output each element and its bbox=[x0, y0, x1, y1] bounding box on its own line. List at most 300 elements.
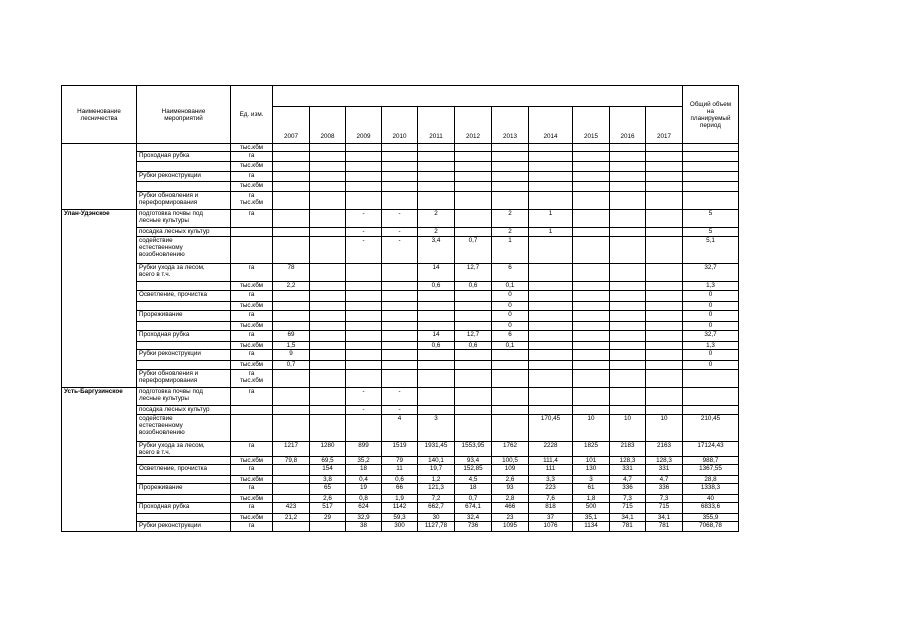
total-value-cell: 0 bbox=[683, 302, 739, 311]
year-value-cell bbox=[346, 144, 382, 152]
unit-cell bbox=[231, 406, 273, 415]
year-value-cell bbox=[455, 291, 492, 302]
activity-cell: посадка лесных культур bbox=[137, 228, 231, 237]
unit-cell: тыс.кбм bbox=[231, 162, 273, 172]
table-row bbox=[62, 522, 739, 532]
year-value-cell bbox=[529, 350, 573, 361]
total-value-cell: 1338,3 bbox=[683, 484, 739, 495]
unit-cell: га bbox=[231, 291, 273, 302]
year-value-cell bbox=[310, 172, 346, 182]
year-value-cell bbox=[455, 350, 492, 361]
unit-cell: га bbox=[231, 210, 273, 228]
header-unit: Ед. изм. bbox=[231, 86, 273, 144]
year-value-cell bbox=[382, 311, 418, 322]
year-value-cell bbox=[273, 370, 310, 388]
year-value-cell bbox=[646, 144, 683, 152]
year-value-cell: 78 bbox=[273, 264, 310, 282]
year-value-cell: 0,4 bbox=[346, 476, 382, 484]
year-value-cell bbox=[273, 465, 310, 476]
year-value-cell: 152,85 bbox=[455, 465, 492, 476]
total-value-cell bbox=[683, 152, 739, 162]
year-value-cell bbox=[310, 370, 346, 388]
activity-cell: Рубки обновления и переформирования bbox=[137, 370, 231, 388]
year-value-cell: 1931,45 bbox=[418, 442, 455, 457]
activity-cell bbox=[137, 457, 231, 465]
year-value-cell bbox=[610, 162, 646, 172]
year-value-cell: 4 bbox=[382, 415, 418, 442]
year-value-cell: 0,6 bbox=[455, 282, 492, 291]
year-value-cell bbox=[646, 182, 683, 192]
header-year: 2013 bbox=[492, 107, 529, 144]
year-value-cell bbox=[646, 388, 683, 406]
year-value-cell bbox=[346, 415, 382, 442]
year-value-cell bbox=[418, 311, 455, 322]
year-value-cell: 2,6 bbox=[492, 476, 529, 484]
year-value-cell bbox=[573, 152, 610, 162]
header-year: 2015 bbox=[573, 107, 610, 144]
year-value-cell: 38 bbox=[346, 522, 382, 532]
year-value-cell: 1127,78 bbox=[418, 522, 455, 532]
year-value-cell bbox=[455, 192, 492, 210]
year-value-cell bbox=[610, 192, 646, 210]
activity-cell: подготовка почвы под лесные культуры bbox=[137, 388, 231, 406]
year-value-cell bbox=[610, 172, 646, 182]
year-value-cell bbox=[310, 182, 346, 192]
year-value-cell: 154 bbox=[310, 465, 346, 476]
year-value-cell bbox=[610, 228, 646, 237]
year-value-cell: 111 bbox=[529, 465, 573, 476]
year-value-cell: 0,1 bbox=[492, 282, 529, 291]
year-value-cell bbox=[273, 172, 310, 182]
unit-cell bbox=[231, 228, 273, 237]
year-value-cell bbox=[529, 388, 573, 406]
table-row bbox=[62, 370, 739, 388]
year-value-cell bbox=[646, 237, 683, 264]
year-value-cell bbox=[646, 210, 683, 228]
year-value-cell bbox=[455, 228, 492, 237]
unit-cell bbox=[231, 237, 273, 264]
year-value-cell bbox=[610, 291, 646, 302]
year-value-cell: 1217 bbox=[273, 442, 310, 457]
year-value-cell: 69,5 bbox=[310, 457, 346, 465]
activity-cell: содействие естественному возобновлению bbox=[137, 237, 231, 264]
year-value-cell bbox=[492, 406, 529, 415]
year-value-cell bbox=[529, 291, 573, 302]
year-value-cell bbox=[610, 264, 646, 282]
year-value-cell: 32,4 bbox=[455, 514, 492, 522]
year-value-cell bbox=[273, 311, 310, 322]
year-value-cell bbox=[573, 228, 610, 237]
year-value-cell: 674,1 bbox=[455, 503, 492, 514]
year-value-cell bbox=[346, 182, 382, 192]
year-value-cell bbox=[492, 388, 529, 406]
year-value-cell bbox=[610, 152, 646, 162]
activity-cell bbox=[137, 322, 231, 331]
total-value-cell bbox=[683, 370, 739, 388]
year-value-cell bbox=[492, 415, 529, 442]
year-value-cell: - bbox=[346, 210, 382, 228]
year-value-cell: 0,6 bbox=[382, 476, 418, 484]
year-value-cell: 7,3 bbox=[610, 495, 646, 503]
year-value-cell bbox=[492, 370, 529, 388]
year-value-cell bbox=[529, 192, 573, 210]
year-value-cell bbox=[455, 370, 492, 388]
year-value-cell: 34,1 bbox=[646, 514, 683, 522]
year-value-cell bbox=[418, 182, 455, 192]
year-value-cell bbox=[273, 302, 310, 311]
unit-cell bbox=[231, 415, 273, 442]
year-value-cell bbox=[492, 144, 529, 152]
year-value-cell: 818 bbox=[529, 503, 573, 514]
year-value-cell bbox=[346, 331, 382, 342]
year-value-cell bbox=[529, 237, 573, 264]
year-value-cell: 10 bbox=[573, 415, 610, 442]
year-value-cell bbox=[529, 152, 573, 162]
year-value-cell bbox=[382, 162, 418, 172]
year-value-cell: 35,2 bbox=[346, 457, 382, 465]
year-value-cell: 1762 bbox=[492, 442, 529, 457]
year-value-cell: 1519 bbox=[382, 442, 418, 457]
table-row bbox=[62, 264, 739, 282]
year-value-cell bbox=[310, 162, 346, 172]
year-value-cell bbox=[310, 264, 346, 282]
total-value-cell: 1,3 bbox=[683, 282, 739, 291]
year-value-cell bbox=[418, 370, 455, 388]
total-value-cell bbox=[683, 406, 739, 415]
year-value-cell: - bbox=[346, 237, 382, 264]
year-value-cell bbox=[455, 182, 492, 192]
table-row bbox=[62, 228, 739, 237]
table-row bbox=[62, 144, 739, 152]
table-row bbox=[62, 514, 739, 522]
year-value-cell: 19,7 bbox=[418, 465, 455, 476]
unit-cell: тыс.кбм bbox=[231, 282, 273, 291]
year-value-cell bbox=[610, 311, 646, 322]
year-value-cell: 1134 bbox=[573, 522, 610, 532]
year-value-cell bbox=[455, 406, 492, 415]
year-value-cell bbox=[573, 162, 610, 172]
year-value-cell bbox=[346, 361, 382, 370]
year-value-cell: 12,7 bbox=[455, 331, 492, 342]
year-value-cell bbox=[529, 311, 573, 322]
header-year: 2010 bbox=[382, 107, 418, 144]
year-value-cell bbox=[310, 388, 346, 406]
year-value-cell: 1280 bbox=[310, 442, 346, 457]
year-value-cell: 140,1 bbox=[418, 457, 455, 465]
activity-cell: Прореживание bbox=[137, 484, 231, 495]
year-value-cell bbox=[310, 210, 346, 228]
total-value-cell bbox=[683, 388, 739, 406]
unit-cell: тыс.кбм bbox=[231, 361, 273, 370]
year-value-cell bbox=[529, 182, 573, 192]
year-value-cell bbox=[310, 311, 346, 322]
year-value-cell bbox=[529, 370, 573, 388]
header-year: 2009 bbox=[346, 107, 382, 144]
total-value-cell: 28,8 bbox=[683, 476, 739, 484]
year-value-cell bbox=[418, 361, 455, 370]
year-value-cell: 21,2 bbox=[273, 514, 310, 522]
year-value-cell bbox=[382, 282, 418, 291]
table-row bbox=[62, 442, 739, 457]
year-value-cell: 781 bbox=[610, 522, 646, 532]
year-value-cell: 59,3 bbox=[382, 514, 418, 522]
year-value-cell bbox=[273, 322, 310, 331]
year-value-cell bbox=[455, 361, 492, 370]
year-value-cell bbox=[273, 291, 310, 302]
year-value-cell: 624 bbox=[346, 503, 382, 514]
total-value-cell: 355,9 bbox=[683, 514, 739, 522]
year-value-cell: 1 bbox=[529, 228, 573, 237]
activity-cell: Проходная рубка bbox=[137, 331, 231, 342]
year-value-cell: 79,8 bbox=[273, 457, 310, 465]
year-value-cell: 0,7 bbox=[455, 237, 492, 264]
unit-cell: га bbox=[231, 172, 273, 182]
year-value-cell: - bbox=[382, 388, 418, 406]
header-top-row bbox=[62, 86, 739, 107]
activity-cell: Рубки реконструкции bbox=[137, 522, 231, 532]
total-value-cell: 40 bbox=[683, 495, 739, 503]
year-value-cell: 1076 bbox=[529, 522, 573, 532]
unit-cell: га bbox=[231, 522, 273, 532]
year-value-cell bbox=[455, 210, 492, 228]
forestry-name-cell: Усть-Баргузинское bbox=[62, 388, 137, 532]
year-value-cell bbox=[418, 152, 455, 162]
header-year: 2007 bbox=[273, 107, 310, 144]
year-value-cell bbox=[273, 406, 310, 415]
year-value-cell: 1553,95 bbox=[455, 442, 492, 457]
year-value-cell bbox=[573, 388, 610, 406]
year-value-cell bbox=[310, 302, 346, 311]
year-value-cell: 2228 bbox=[529, 442, 573, 457]
year-value-cell: 1095 bbox=[492, 522, 529, 532]
year-value-cell: 61 bbox=[573, 484, 610, 495]
year-value-cell: 79 bbox=[382, 457, 418, 465]
total-value-cell: 210,45 bbox=[683, 415, 739, 442]
header-total: Общий объем на планируемый период bbox=[683, 86, 739, 144]
year-value-cell bbox=[492, 152, 529, 162]
year-value-cell: 4,5 bbox=[455, 476, 492, 484]
year-value-cell bbox=[382, 172, 418, 182]
total-value-cell: 988,7 bbox=[683, 457, 739, 465]
year-value-cell bbox=[418, 322, 455, 331]
year-value-cell: 1,2 bbox=[418, 476, 455, 484]
year-value-cell bbox=[573, 311, 610, 322]
year-value-cell bbox=[646, 152, 683, 162]
year-value-cell bbox=[273, 210, 310, 228]
forestry-plan-table-sheet bbox=[61, 85, 739, 532]
year-value-cell: 466 bbox=[492, 503, 529, 514]
year-value-cell: 128,3 bbox=[610, 457, 646, 465]
year-value-cell bbox=[382, 264, 418, 282]
year-value-cell bbox=[310, 406, 346, 415]
table-row bbox=[62, 322, 739, 331]
year-value-cell: 6 bbox=[492, 331, 529, 342]
year-value-cell bbox=[529, 282, 573, 291]
unit-cell: тыс.кбм bbox=[231, 457, 273, 465]
year-value-cell bbox=[382, 182, 418, 192]
year-value-cell bbox=[573, 350, 610, 361]
year-value-cell: 2,6 bbox=[310, 495, 346, 503]
year-value-cell bbox=[573, 361, 610, 370]
year-value-cell: 7,3 bbox=[646, 495, 683, 503]
year-value-cell: 29 bbox=[310, 514, 346, 522]
year-value-cell bbox=[529, 331, 573, 342]
year-value-cell bbox=[610, 237, 646, 264]
year-value-cell bbox=[455, 311, 492, 322]
table-row bbox=[62, 457, 739, 465]
activity-cell bbox=[137, 495, 231, 503]
year-value-cell bbox=[529, 302, 573, 311]
year-value-cell bbox=[492, 172, 529, 182]
year-value-cell bbox=[418, 162, 455, 172]
year-value-cell bbox=[310, 152, 346, 162]
header-years-band bbox=[273, 86, 683, 107]
year-value-cell bbox=[273, 228, 310, 237]
year-value-cell: 3 bbox=[418, 415, 455, 442]
table-row bbox=[62, 182, 739, 192]
year-value-cell: 3,4 bbox=[418, 237, 455, 264]
year-value-cell bbox=[573, 182, 610, 192]
year-value-cell: 109 bbox=[492, 465, 529, 476]
year-value-cell bbox=[310, 415, 346, 442]
year-value-cell bbox=[529, 162, 573, 172]
table-row bbox=[62, 350, 739, 361]
year-value-cell bbox=[573, 210, 610, 228]
table-row bbox=[62, 484, 739, 495]
year-value-cell: 1,5 bbox=[273, 342, 310, 350]
header-forestry: Наименование лесничества bbox=[62, 86, 137, 144]
year-value-cell: 0,7 bbox=[455, 495, 492, 503]
year-value-cell: 6 bbox=[492, 264, 529, 282]
table-row bbox=[62, 415, 739, 442]
table-row bbox=[62, 495, 739, 503]
year-value-cell: 500 bbox=[573, 503, 610, 514]
activity-cell bbox=[137, 162, 231, 172]
table-row bbox=[62, 152, 739, 162]
year-value-cell bbox=[382, 370, 418, 388]
year-value-cell bbox=[492, 182, 529, 192]
unit-cell: тыс.кбм bbox=[231, 495, 273, 503]
year-value-cell bbox=[455, 388, 492, 406]
year-value-cell: 0 bbox=[492, 311, 529, 322]
year-value-cell bbox=[418, 302, 455, 311]
year-value-cell bbox=[646, 264, 683, 282]
year-value-cell bbox=[610, 388, 646, 406]
year-value-cell bbox=[310, 192, 346, 210]
table-body bbox=[62, 86, 739, 532]
total-value-cell: 5,1 bbox=[683, 237, 739, 264]
year-value-cell bbox=[418, 388, 455, 406]
year-value-cell: 3,8 bbox=[310, 476, 346, 484]
activity-cell bbox=[137, 144, 231, 152]
forestry-name-cell bbox=[62, 144, 137, 210]
year-value-cell bbox=[646, 172, 683, 182]
year-value-cell: 517 bbox=[310, 503, 346, 514]
year-value-cell bbox=[646, 291, 683, 302]
year-value-cell bbox=[382, 192, 418, 210]
year-value-cell bbox=[382, 144, 418, 152]
year-value-cell bbox=[573, 342, 610, 350]
year-value-cell bbox=[273, 388, 310, 406]
year-value-cell: 0,1 bbox=[492, 342, 529, 350]
year-value-cell bbox=[382, 302, 418, 311]
year-value-cell bbox=[610, 331, 646, 342]
year-value-cell: 0,6 bbox=[455, 342, 492, 350]
year-value-cell bbox=[529, 172, 573, 182]
total-value-cell: 32,7 bbox=[683, 264, 739, 282]
year-value-cell bbox=[646, 322, 683, 331]
activity-cell: посадка лесных культур bbox=[137, 406, 231, 415]
year-value-cell bbox=[492, 361, 529, 370]
total-value-cell: 1,3 bbox=[683, 342, 739, 350]
total-value-cell bbox=[683, 192, 739, 210]
activity-cell: Рубки ухода за лесом, всего в т.ч. bbox=[137, 264, 231, 282]
total-value-cell: 0 bbox=[683, 350, 739, 361]
year-value-cell bbox=[646, 361, 683, 370]
year-value-cell bbox=[346, 322, 382, 331]
year-value-cell bbox=[646, 311, 683, 322]
year-value-cell: 1 bbox=[529, 210, 573, 228]
activity-cell: Осветление, прочистка bbox=[137, 465, 231, 476]
year-value-cell bbox=[310, 144, 346, 152]
year-value-cell bbox=[573, 302, 610, 311]
unit-cell: га bbox=[231, 331, 273, 342]
year-value-cell: 35,1 bbox=[573, 514, 610, 522]
year-value-cell: 2 bbox=[418, 228, 455, 237]
year-value-cell: 18 bbox=[346, 465, 382, 476]
year-value-cell bbox=[273, 152, 310, 162]
year-value-cell bbox=[346, 342, 382, 350]
year-value-cell: 3,3 bbox=[529, 476, 573, 484]
year-value-cell: 130 bbox=[573, 465, 610, 476]
total-value-cell: 5 bbox=[683, 228, 739, 237]
table-row bbox=[62, 503, 739, 514]
year-value-cell: 0,6 bbox=[418, 282, 455, 291]
year-value-cell: 0,7 bbox=[273, 361, 310, 370]
year-value-cell: 1,9 bbox=[382, 495, 418, 503]
year-value-cell: 9 bbox=[273, 350, 310, 361]
year-value-cell bbox=[573, 172, 610, 182]
year-value-cell bbox=[646, 162, 683, 172]
year-value-cell: 93 bbox=[492, 484, 529, 495]
year-value-cell: 93,4 bbox=[455, 457, 492, 465]
header-year: 2016 bbox=[610, 107, 646, 144]
year-value-cell: 715 bbox=[646, 503, 683, 514]
year-value-cell: 23 bbox=[492, 514, 529, 522]
table-row bbox=[62, 388, 739, 406]
year-value-cell bbox=[310, 282, 346, 291]
activity-cell bbox=[137, 342, 231, 350]
year-value-cell: - bbox=[382, 210, 418, 228]
unit-cell: га bbox=[231, 350, 273, 361]
year-value-cell bbox=[610, 302, 646, 311]
year-value-cell bbox=[310, 361, 346, 370]
year-value-cell bbox=[573, 322, 610, 331]
header-year: 2011 bbox=[418, 107, 455, 144]
year-value-cell bbox=[346, 302, 382, 311]
year-value-cell: 37 bbox=[529, 514, 573, 522]
year-value-cell: 10 bbox=[646, 415, 683, 442]
year-value-cell bbox=[310, 322, 346, 331]
year-value-cell: 66 bbox=[382, 484, 418, 495]
unit-cell: тыс.кбм bbox=[231, 182, 273, 192]
year-value-cell bbox=[273, 162, 310, 172]
total-value-cell: 0 bbox=[683, 361, 739, 370]
year-value-cell: 65 bbox=[310, 484, 346, 495]
year-value-cell bbox=[573, 370, 610, 388]
year-value-cell bbox=[492, 162, 529, 172]
year-value-cell: - bbox=[346, 388, 382, 406]
